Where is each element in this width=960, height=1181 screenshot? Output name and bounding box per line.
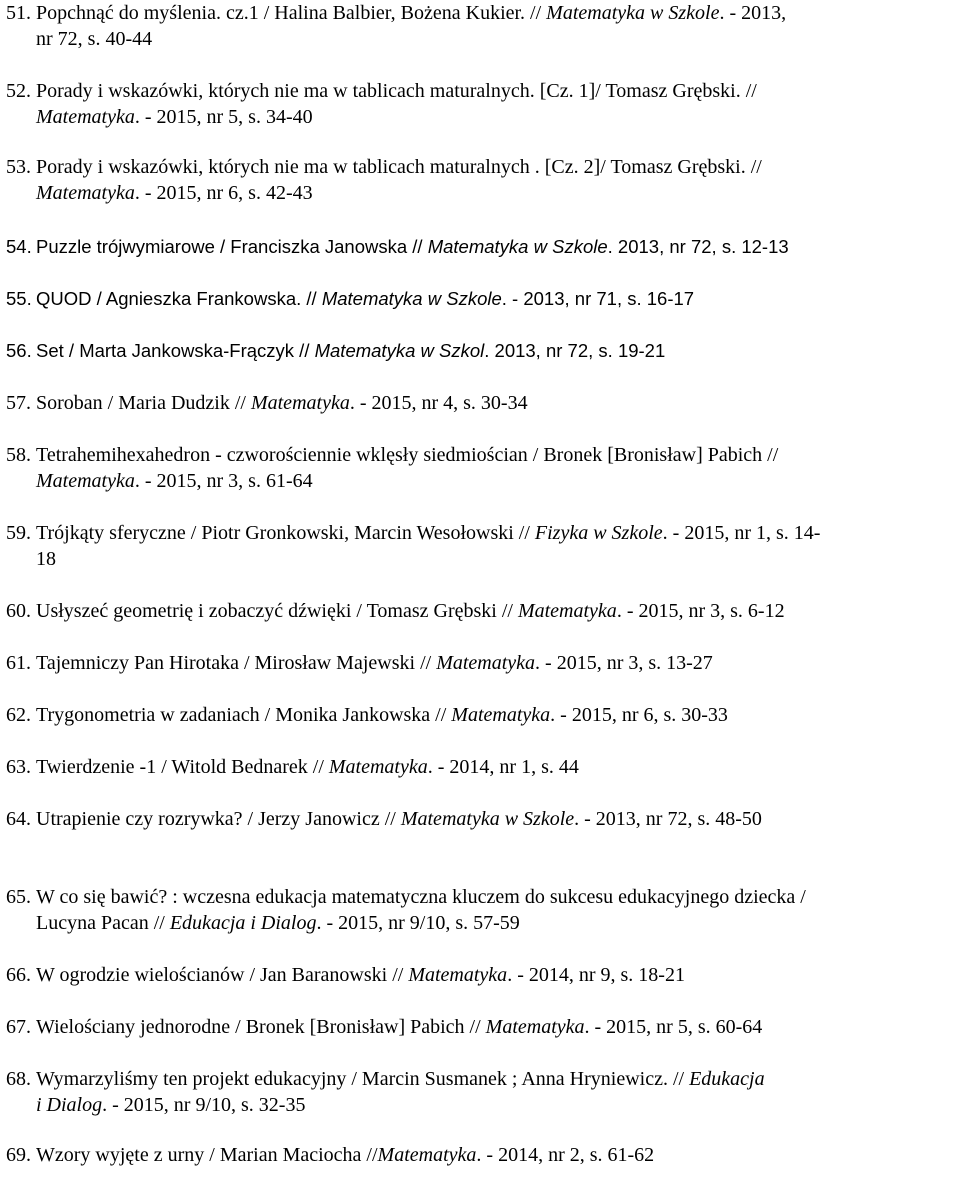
entry-number: 68.	[6, 1068, 31, 1090]
entry-text-segment: . - 2015, nr 5, s. 34-40	[134, 106, 313, 128]
entry-citation	[36, 884, 958, 936]
entry-source-title: Edukacja	[689, 1068, 765, 1090]
entry-number: 52.	[6, 80, 31, 102]
entry-citation	[36, 390, 958, 416]
entry-text-segment: . 2013, nr 72, s. 12-13	[607, 236, 789, 257]
entry-citation	[36, 154, 958, 206]
entry-line-continuation	[36, 468, 958, 494]
entry-source-title: Matematyka	[250, 392, 350, 414]
entry-text-segment: Usłyszeć geometrię i zobaczyć dźwięki / Tomasz Grębski //	[36, 600, 518, 622]
entry-number: 54.	[6, 236, 32, 257]
entry-number: 60.	[6, 600, 31, 622]
entry-citation	[36, 1142, 958, 1168]
entry-number: 59.	[6, 522, 31, 544]
entry-number: 57.	[6, 392, 31, 414]
entry-text-segment: Puzzle trójwymiarowe / Franciszka Janowska //	[36, 236, 428, 257]
entry-citation	[36, 754, 958, 780]
entry-source-title: Matematyka	[485, 1016, 585, 1038]
entry-line-continuation	[36, 546, 958, 572]
entry-text-segment: Porady i wskazówki, których nie ma w tablicach maturalnych. [Cz. 1]/ Tomasz Grębski. //	[36, 80, 757, 102]
entry-line	[36, 1142, 958, 1168]
entry-text-segment: . - 2015, nr 5, s. 60-64	[584, 1016, 763, 1038]
entry-citation	[36, 806, 958, 832]
entry-citation	[36, 234, 958, 260]
entry-text-segment: Soroban / Maria Dudzik //	[36, 392, 251, 414]
entry-source-title: Matematyka	[36, 106, 135, 128]
entry-text-segment: . - 2015, nr 3, s. 61-64	[134, 470, 313, 492]
entry-text-segment: . - 2015, nr 3, s. 13-27	[535, 652, 713, 674]
entry-source-title: Matematyka w Szkole	[427, 236, 608, 257]
entry-text-segment: . - 2015, nr 9/10, s. 57-59	[316, 912, 520, 934]
entry-number: 64.	[6, 808, 31, 830]
entry-line	[36, 650, 958, 676]
entry-line	[36, 234, 958, 260]
entry-source-title: Matematyka	[436, 652, 536, 674]
bibliography-entry	[0, 702, 958, 728]
entry-text-segment: Tetrahemihexahedron - czworościennie wklęsły siedmiościan / Bronek [Bronisław] Pabich //	[36, 444, 779, 466]
bibliography-entry	[0, 78, 958, 130]
bibliography-entry	[0, 0, 958, 52]
entry-citation	[36, 78, 958, 130]
bibliography-entry	[0, 338, 958, 364]
entry-number: 53.	[6, 156, 31, 178]
bibliography-entry	[0, 598, 958, 624]
entry-line	[36, 702, 958, 728]
bibliography-entry	[0, 442, 958, 494]
entry-line	[36, 520, 958, 546]
entry-citation	[36, 520, 958, 572]
entry-text-segment: W ogrodzie wielościanów / Jan Baranowski //	[36, 964, 409, 986]
entry-line-continuation	[36, 180, 958, 206]
entry-text-segment: . - 2015, nr 3, s. 6-12	[616, 600, 785, 622]
entry-text-segment: . - 2015, nr 1, s. 14-	[662, 522, 821, 544]
entry-citation	[36, 962, 958, 988]
entry-line	[36, 754, 958, 780]
entry-citation	[36, 1066, 958, 1118]
entry-text-segment: Twierdzenie -1 / Witold Bednarek //	[36, 756, 329, 778]
entry-text-segment: Wymarzyliśmy ten projekt edukacyjny / Marcin Susmanek ; Anna Hryniewicz. //	[36, 1068, 690, 1090]
bibliography-entry	[0, 1142, 958, 1168]
entry-text-segment: QUOD / Agnieszka Frankowska. //	[36, 288, 322, 309]
entry-source-title: Matematyka	[408, 964, 508, 986]
entry-citation	[36, 0, 958, 52]
bibliography-entry	[0, 520, 958, 572]
entry-citation	[36, 1014, 958, 1040]
entry-text-segment: . - 2015, nr 9/10, s. 32-35	[102, 1094, 306, 1116]
entry-line	[36, 962, 958, 988]
bibliography-entry	[0, 234, 958, 260]
entry-number: 65.	[6, 886, 31, 908]
entry-text-segment: . - 2015, nr 6, s. 30-33	[550, 704, 728, 726]
entry-line-continuation	[36, 104, 958, 130]
entry-line	[36, 806, 958, 832]
bibliography-entry	[0, 286, 958, 312]
entry-number: 66.	[6, 964, 31, 986]
entry-text-segment: . - 2014, nr 2, s. 61-62	[476, 1144, 655, 1166]
entry-text-segment: Utrapienie czy rozrywka? / Jerzy Janowicz //	[36, 808, 401, 830]
entry-line	[36, 390, 958, 416]
bibliography-entry	[0, 806, 958, 832]
bibliography-entry	[0, 1066, 958, 1118]
entry-citation	[36, 598, 958, 624]
entry-source-title: Matematyka	[451, 704, 551, 726]
entry-line-continuation	[36, 26, 958, 52]
entry-citation	[36, 442, 958, 494]
entry-number: 61.	[6, 652, 31, 674]
entry-number: 56.	[6, 340, 32, 361]
bibliography-entry	[0, 154, 958, 206]
bibliography-entry	[0, 1014, 958, 1040]
entry-number: 67.	[6, 1016, 31, 1038]
entry-text-segment: . - 2013, nr 71, s. 16-17	[501, 288, 695, 309]
entry-source-title: Matematyka w Szkole	[321, 288, 502, 309]
entry-text-segment: Wzory wyjęte z urny / Marian Maciocha //	[36, 1144, 378, 1166]
entry-text-segment: nr 72, s. 40-44	[36, 28, 153, 50]
entry-source-title: Matematyka	[377, 1144, 477, 1166]
entry-text-segment: . - 2013, nr 72, s. 48-50	[574, 808, 762, 830]
entry-text-segment: . - 2013,	[719, 2, 787, 24]
entry-number: 69.	[6, 1144, 31, 1166]
entry-source-title: Matematyka	[517, 600, 617, 622]
entry-text-segment: W co się bawić? : wczesna edukacja matematyczna kluczem do sukcesu edukacyjnego dziecka /	[36, 886, 806, 908]
bibliography-entry	[0, 650, 958, 676]
entry-source-title: Edukacja i Dialog	[169, 912, 317, 934]
entry-text-segment: . - 2015, nr 6, s. 42-43	[134, 182, 313, 204]
entry-source-title: Matematyka	[328, 756, 428, 778]
entry-source-title: i Dialog	[36, 1094, 103, 1116]
entry-line	[36, 1066, 958, 1092]
entry-line-continuation	[36, 910, 958, 936]
bibliography-entry	[0, 884, 958, 936]
entry-citation	[36, 650, 958, 676]
entry-number: 58.	[6, 444, 31, 466]
entry-line-continuation	[36, 1092, 958, 1118]
entry-text-segment: Porady i wskazówki, których nie ma w tablicach maturalnych . [Cz. 2]/ Tomasz Grębski. //	[36, 156, 762, 178]
entry-number: 62.	[6, 704, 31, 726]
entry-source-title: Fizyka w Szkole	[534, 522, 663, 544]
entry-line	[36, 0, 958, 26]
bibliography-entry	[0, 754, 958, 780]
entry-text-segment: . - 2014, nr 9, s. 18-21	[507, 964, 685, 986]
bibliography-entry	[0, 390, 958, 416]
entry-number: 63.	[6, 756, 31, 778]
bibliography-entry	[0, 962, 958, 988]
entry-line	[36, 338, 958, 364]
entry-text-segment: . - 2015, nr 4, s. 30-34	[349, 392, 528, 414]
entry-line	[36, 598, 958, 624]
entry-line	[36, 154, 958, 180]
entry-citation	[36, 338, 958, 364]
entry-text-segment: Wielościany jednorodne / Bronek [Bronisław] Pabich //	[36, 1016, 486, 1038]
entry-citation	[36, 702, 958, 728]
entry-text-segment: Lucyna Pacan //	[36, 912, 170, 934]
entry-source-title: Matematyka	[36, 182, 135, 204]
entry-number: 55.	[6, 288, 32, 309]
entry-source-title: Matematyka w Szkol	[314, 340, 485, 361]
entry-citation	[36, 286, 958, 312]
entry-text-segment: Tajemniczy Pan Hirotaka / Mirosław Majewski //	[36, 652, 437, 674]
entry-text-segment: . 2013, nr 72, s. 19-21	[484, 340, 666, 361]
entry-source-title: Matematyka w Szkole	[400, 808, 575, 830]
entry-line	[36, 78, 958, 104]
entry-line	[36, 1014, 958, 1040]
entry-text-segment: 18	[36, 548, 56, 570]
entry-number: 51.	[6, 2, 31, 24]
entry-text-segment: Trygonometria w zadaniach / Monika Jankowska //	[36, 704, 452, 726]
entry-source-title: Matematyka w Szkole	[546, 2, 720, 24]
entry-text-segment: Popchnąć do myślenia. cz.1 / Halina Balbier, Bożena Kukier. //	[36, 2, 547, 24]
entry-text-segment: Set / Marta Jankowska-Frączyk //	[36, 340, 315, 361]
entry-text-segment: Trójkąty sferyczne / Piotr Gronkowski, Marcin Wesołowski //	[36, 522, 535, 544]
entry-text-segment: . - 2014, nr 1, s. 44	[427, 756, 579, 778]
entry-line	[36, 884, 958, 910]
entry-line	[36, 442, 958, 468]
entry-source-title: Matematyka	[36, 470, 135, 492]
entry-line	[36, 286, 958, 312]
